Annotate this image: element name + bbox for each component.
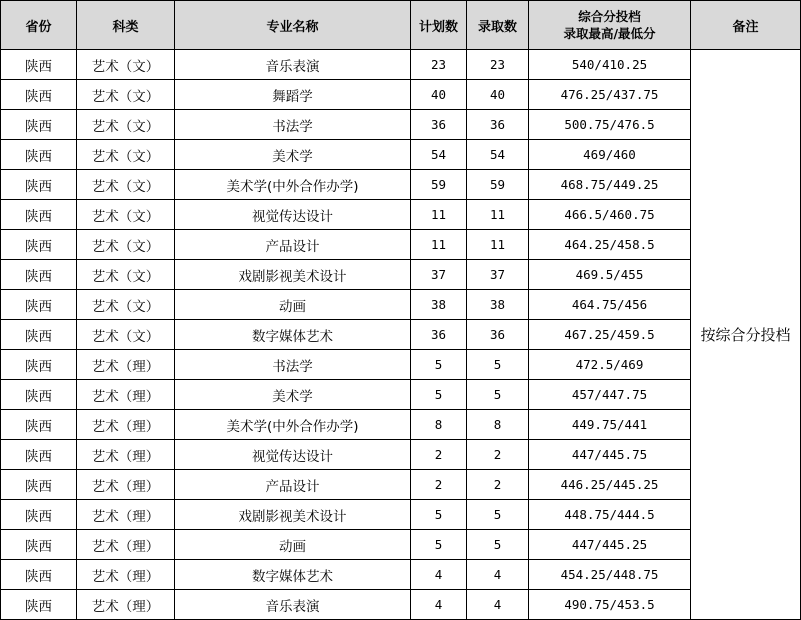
cell-score: 457/447.75 bbox=[529, 380, 691, 410]
cell-plan: 54 bbox=[411, 140, 467, 170]
cell-plan: 5 bbox=[411, 530, 467, 560]
cell-province: 陕西 bbox=[1, 590, 77, 620]
cell-category: 艺术（理） bbox=[77, 500, 175, 530]
header-province: 省份 bbox=[1, 1, 77, 50]
cell-admitted: 5 bbox=[467, 530, 529, 560]
table-row bbox=[1, 470, 801, 500]
cell-province: 陕西 bbox=[1, 320, 77, 350]
cell-category: 艺术（文） bbox=[77, 50, 175, 80]
table-row bbox=[1, 50, 801, 80]
cell-major: 戏剧影视美术设计 bbox=[175, 500, 411, 530]
cell-admitted: 5 bbox=[467, 500, 529, 530]
cell-category: 艺术（理） bbox=[77, 590, 175, 620]
cell-major: 美术学 bbox=[175, 380, 411, 410]
cell-admitted: 54 bbox=[467, 140, 529, 170]
cell-category: 艺术（文） bbox=[77, 170, 175, 200]
cell-admitted: 8 bbox=[467, 410, 529, 440]
cell-major: 书法学 bbox=[175, 350, 411, 380]
cell-major: 舞蹈学 bbox=[175, 80, 411, 110]
cell-admitted: 36 bbox=[467, 110, 529, 140]
cell-major: 视觉传达设计 bbox=[175, 200, 411, 230]
cell-category: 艺术（文） bbox=[77, 260, 175, 290]
table-row bbox=[1, 80, 801, 110]
cell-province: 陕西 bbox=[1, 80, 77, 110]
cell-admitted: 2 bbox=[467, 470, 529, 500]
cell-plan: 5 bbox=[411, 380, 467, 410]
table-row bbox=[1, 320, 801, 350]
cell-province: 陕西 bbox=[1, 170, 77, 200]
cell-score: 448.75/444.5 bbox=[529, 500, 691, 530]
cell-major: 音乐表演 bbox=[175, 590, 411, 620]
cell-score: 464.75/456 bbox=[529, 290, 691, 320]
cell-major: 视觉传达设计 bbox=[175, 440, 411, 470]
cell-admitted: 11 bbox=[467, 200, 529, 230]
table-row bbox=[1, 500, 801, 530]
cell-score: 464.25/458.5 bbox=[529, 230, 691, 260]
cell-plan: 40 bbox=[411, 80, 467, 110]
cell-score: 490.75/453.5 bbox=[529, 590, 691, 620]
cell-score: 500.75/476.5 bbox=[529, 110, 691, 140]
table-row bbox=[1, 140, 801, 170]
header-category: 科类 bbox=[77, 1, 175, 50]
cell-admitted: 38 bbox=[467, 290, 529, 320]
cell-category: 艺术（文） bbox=[77, 320, 175, 350]
cell-score: 472.5/469 bbox=[529, 350, 691, 380]
cell-province: 陕西 bbox=[1, 530, 77, 560]
cell-category: 艺术（理） bbox=[77, 470, 175, 500]
table-row bbox=[1, 530, 801, 560]
cell-plan: 5 bbox=[411, 350, 467, 380]
header-score bbox=[529, 1, 691, 50]
cell-major: 产品设计 bbox=[175, 470, 411, 500]
cell-admitted: 59 bbox=[467, 170, 529, 200]
cell-score: 469/460 bbox=[529, 140, 691, 170]
cell-plan: 2 bbox=[411, 470, 467, 500]
cell-major: 数字媒体艺术 bbox=[175, 320, 411, 350]
cell-plan: 36 bbox=[411, 110, 467, 140]
cell-province: 陕西 bbox=[1, 290, 77, 320]
cell-major: 美术学(中外合作办学) bbox=[175, 410, 411, 440]
table-body bbox=[1, 50, 801, 620]
cell-category: 艺术（文） bbox=[77, 230, 175, 260]
cell-score: 449.75/441 bbox=[529, 410, 691, 440]
cell-province: 陕西 bbox=[1, 110, 77, 140]
header-remark: 备注 bbox=[691, 1, 801, 50]
cell-score: 468.75/449.25 bbox=[529, 170, 691, 200]
cell-major: 美术学(中外合作办学) bbox=[175, 170, 411, 200]
cell-plan: 23 bbox=[411, 50, 467, 80]
cell-major: 动画 bbox=[175, 530, 411, 560]
header-admitted: 录取数 bbox=[467, 1, 529, 50]
cell-province: 陕西 bbox=[1, 410, 77, 440]
cell-province: 陕西 bbox=[1, 470, 77, 500]
cell-plan: 36 bbox=[411, 320, 467, 350]
cell-score: 447/445.25 bbox=[529, 530, 691, 560]
cell-category: 艺术（文） bbox=[77, 80, 175, 110]
cell-province: 陕西 bbox=[1, 560, 77, 590]
cell-admitted: 4 bbox=[467, 590, 529, 620]
header-score-line2: 录取最高/最低分 bbox=[563, 26, 656, 41]
header-plan: 计划数 bbox=[411, 1, 467, 50]
cell-category: 艺术（理） bbox=[77, 410, 175, 440]
table-row bbox=[1, 560, 801, 590]
cell-admitted: 40 bbox=[467, 80, 529, 110]
cell-category: 艺术（理） bbox=[77, 440, 175, 470]
table-header bbox=[1, 1, 801, 50]
cell-category: 艺术（文） bbox=[77, 140, 175, 170]
cell-province: 陕西 bbox=[1, 350, 77, 380]
cell-plan: 11 bbox=[411, 230, 467, 260]
cell-plan: 59 bbox=[411, 170, 467, 200]
cell-province: 陕西 bbox=[1, 140, 77, 170]
cell-admitted: 5 bbox=[467, 380, 529, 410]
cell-admitted: 36 bbox=[467, 320, 529, 350]
cell-province: 陕西 bbox=[1, 230, 77, 260]
cell-plan: 38 bbox=[411, 290, 467, 320]
cell-major: 书法学 bbox=[175, 110, 411, 140]
cell-score: 467.25/459.5 bbox=[529, 320, 691, 350]
table-row bbox=[1, 590, 801, 620]
cell-province: 陕西 bbox=[1, 50, 77, 80]
cell-plan: 8 bbox=[411, 410, 467, 440]
table-row bbox=[1, 260, 801, 290]
cell-score: 476.25/437.75 bbox=[529, 80, 691, 110]
cell-plan: 4 bbox=[411, 560, 467, 590]
cell-score: 447/445.75 bbox=[529, 440, 691, 470]
cell-category: 艺术（理） bbox=[77, 350, 175, 380]
table-row bbox=[1, 110, 801, 140]
cell-major: 戏剧影视美术设计 bbox=[175, 260, 411, 290]
header-score-line1: 综合分投档 bbox=[578, 9, 641, 24]
cell-province: 陕西 bbox=[1, 380, 77, 410]
table-row bbox=[1, 230, 801, 260]
cell-category: 艺术（文） bbox=[77, 200, 175, 230]
header-row bbox=[1, 1, 801, 50]
cell-major: 动画 bbox=[175, 290, 411, 320]
cell-plan: 4 bbox=[411, 590, 467, 620]
header-major: 专业名称 bbox=[175, 1, 411, 50]
cell-category: 艺术（理） bbox=[77, 380, 175, 410]
cell-score: 454.25/448.75 bbox=[529, 560, 691, 590]
cell-major: 产品设计 bbox=[175, 230, 411, 260]
table-row bbox=[1, 290, 801, 320]
cell-major: 音乐表演 bbox=[175, 50, 411, 80]
table-row bbox=[1, 200, 801, 230]
table-row bbox=[1, 410, 801, 440]
cell-admitted: 5 bbox=[467, 350, 529, 380]
cell-province: 陕西 bbox=[1, 260, 77, 290]
cell-remark: 按综合分投档 bbox=[691, 50, 801, 620]
cell-province: 陕西 bbox=[1, 500, 77, 530]
cell-score: 466.5/460.75 bbox=[529, 200, 691, 230]
cell-category: 艺术（理） bbox=[77, 530, 175, 560]
cell-score: 540/410.25 bbox=[529, 50, 691, 80]
cell-plan: 37 bbox=[411, 260, 467, 290]
cell-score: 469.5/455 bbox=[529, 260, 691, 290]
cell-admitted: 23 bbox=[467, 50, 529, 80]
cell-plan: 2 bbox=[411, 440, 467, 470]
cell-admitted: 4 bbox=[467, 560, 529, 590]
cell-category: 艺术（文） bbox=[77, 290, 175, 320]
cell-major: 数字媒体艺术 bbox=[175, 560, 411, 590]
cell-category: 艺术（理） bbox=[77, 560, 175, 590]
cell-score: 446.25/445.25 bbox=[529, 470, 691, 500]
table-row bbox=[1, 350, 801, 380]
cell-plan: 11 bbox=[411, 200, 467, 230]
cell-major: 美术学 bbox=[175, 140, 411, 170]
table-row bbox=[1, 440, 801, 470]
cell-admitted: 37 bbox=[467, 260, 529, 290]
cell-province: 陕西 bbox=[1, 200, 77, 230]
cell-admitted: 11 bbox=[467, 230, 529, 260]
cell-admitted: 2 bbox=[467, 440, 529, 470]
table-row bbox=[1, 170, 801, 200]
cell-category: 艺术（文） bbox=[77, 110, 175, 140]
cell-province: 陕西 bbox=[1, 440, 77, 470]
cell-plan: 5 bbox=[411, 500, 467, 530]
table-row bbox=[1, 380, 801, 410]
